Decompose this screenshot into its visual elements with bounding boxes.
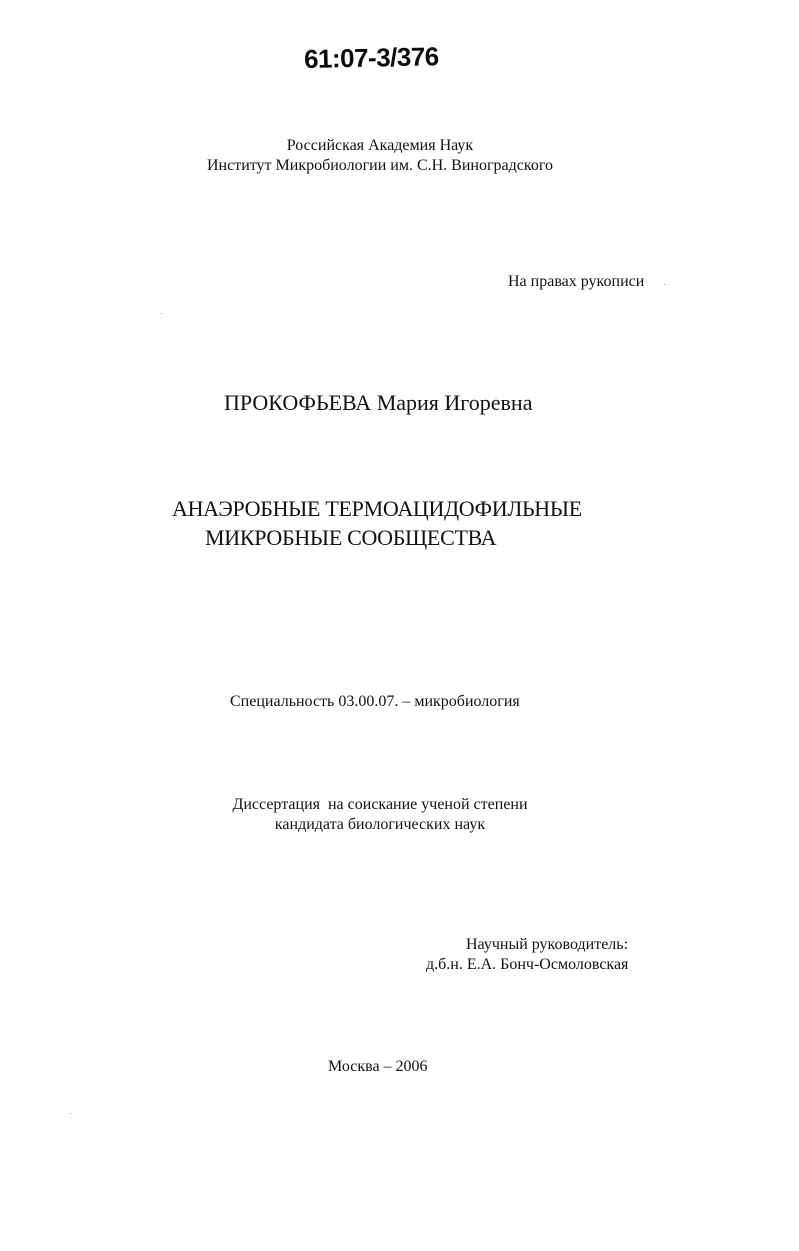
organization-academy: Российская Академия Наук — [286, 137, 474, 154]
dissertation-line-1: Диссертация на соискание ученой степени — [232, 796, 528, 813]
title-line-2: МИКРОБНЫЕ СООБЩЕСТВА — [205, 525, 497, 550]
scan-speck — [664, 284, 665, 285]
scan-speck — [70, 1113, 71, 1114]
dissertation-block — [200, 795, 560, 835]
author-name: ПРОКОФЬЕВА Мария Игоревна — [224, 390, 533, 415]
supervisor-label: Научный руководитель: — [466, 936, 629, 953]
supervisor-name: д.б.н. Е.А. Бонч-Осмоловская — [426, 956, 629, 973]
scan-speck — [161, 313, 162, 314]
organization-block — [190, 136, 570, 176]
organization-institute: Институт Микробиологии им. С.Н. Виноградского — [206, 157, 553, 174]
title-line-1: АНАЭРОБНЫЕ ТЕРМОАЦИДОФИЛЬНЫЕ — [172, 496, 582, 521]
place-year: Москва – 2006 — [328, 1058, 428, 1075]
dissertation-line-2: кандидата биологических наук — [274, 816, 486, 833]
specialty: Специальность 03.00.07. – микробиология — [230, 693, 520, 710]
rights-note: На правах рукописи — [508, 273, 645, 290]
archive-stamp: 61:07-3/376 — [303, 41, 440, 74]
